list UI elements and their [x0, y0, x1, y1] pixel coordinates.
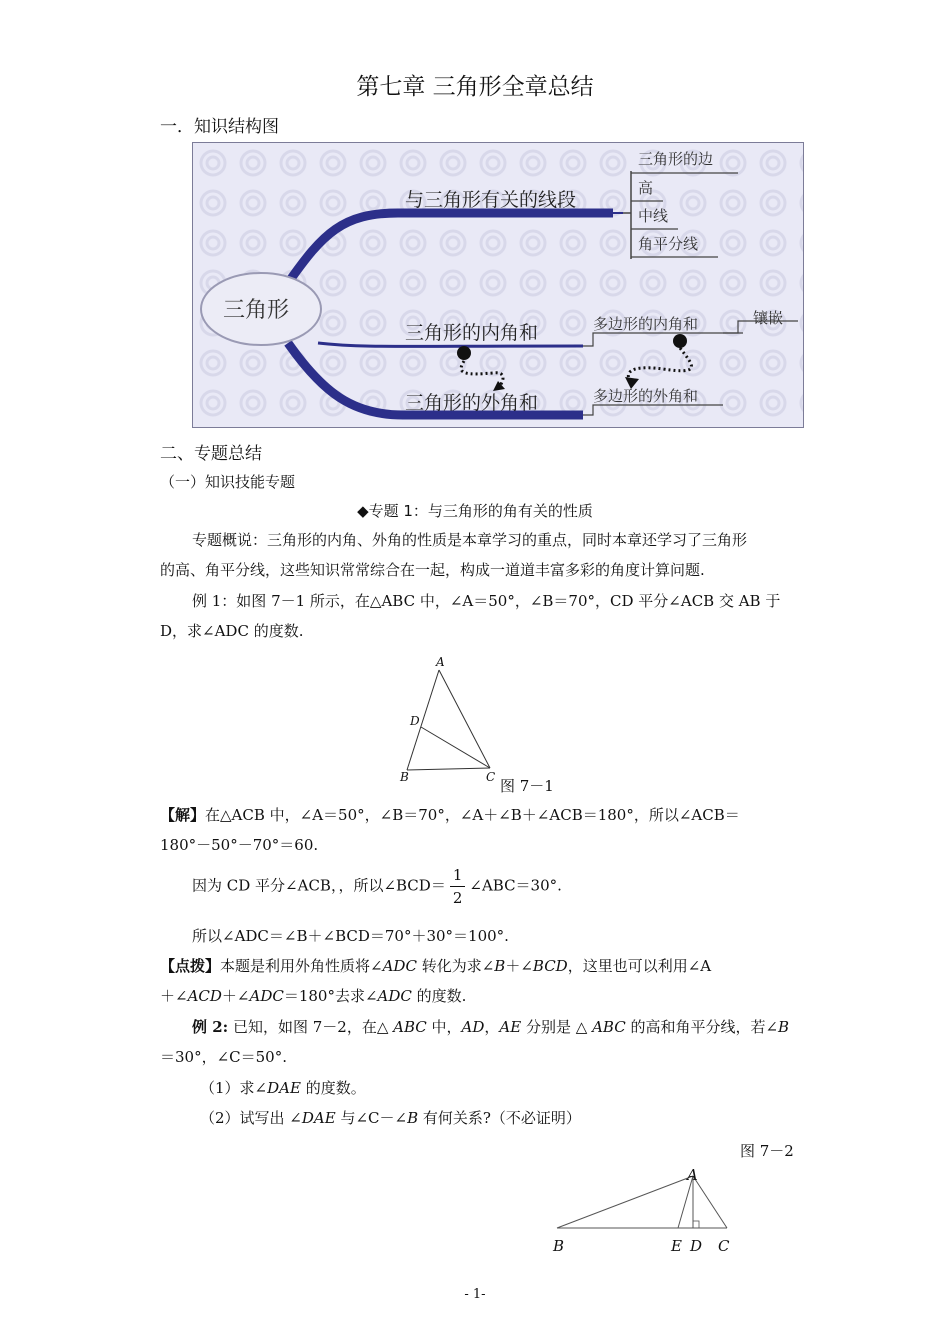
mindmap-polygon-exterior: 多边形的外角和 [593, 387, 699, 405]
fig2-label-b: B [553, 1237, 565, 1255]
mindmap-center: 三角形 [223, 298, 290, 323]
mindmap-polygon-interior: 多边形的内角和 [593, 315, 699, 333]
figure-7-1-caption: 图 7－1 [500, 777, 554, 795]
topic1-title: ◆专题 1：与三角形的角有关的性质 [357, 502, 593, 520]
page-number: - 1- [464, 1287, 486, 1302]
mindmap-tessellation: 镶嵌 [753, 309, 784, 327]
section2-subheading: （一）知识技能专题 [160, 473, 296, 491]
mindmap-branch-interior: 三角形的内角和 [405, 322, 539, 344]
page-title: 第七章 三角形全章总结 [356, 74, 594, 100]
solution1-line4: 所以∠ADC＝∠B＋∠BCD＝70°＋30°＝100°. [192, 927, 509, 945]
mindmap-branch-lines: 与三角形有关的线段 [405, 189, 577, 211]
mindmap-item-altitude: 高 [638, 179, 654, 197]
example1-line2: D，求∠ADC 的度数. [160, 622, 304, 640]
topic1-summary-line2: 的高、角平分线，这些知识常常综合在一起，构成一道道丰富多彩的角度计算问题. [160, 561, 705, 579]
fig2-label-e: E [671, 1237, 682, 1255]
fig1-label-b: B [400, 770, 409, 784]
fig1-label-d: D [410, 714, 420, 728]
fig2-label-a: A [687, 1166, 698, 1184]
mindmap-branch-exterior: 三角形的外角和 [405, 392, 539, 414]
mindmap-item-sides: 三角形的边 [638, 150, 714, 168]
figure-7-2-caption: 图 7－2 [740, 1142, 794, 1160]
example2-question1: （1）求∠DAE 的度数。 [200, 1079, 366, 1097]
fig1-label-a: A [436, 655, 445, 669]
fig2-label-d: D [690, 1237, 703, 1255]
fig2-label-c: C [718, 1237, 730, 1255]
section1-heading: 一．知识结构图 [160, 117, 279, 137]
mindmap-item-median: 中线 [638, 207, 669, 225]
example1-line1: 例 1：如图 7－1 所示，在△ABC 中，∠A＝50°，∠B＝70°，CD 平分∠ACB 交 AB 于 [192, 592, 781, 610]
solution1-line3: 因为 CD 平分∠ACB，，所以∠BCD＝ $\frac{1}{2}$ ∠ABC＝30°. [192, 866, 562, 907]
solution1-line1: 【解】在△ACB 中，∠A＝50°，∠B＝70°，∠A＋∠B＋∠ACB＝180°，所以∠ACB＝ [160, 806, 740, 824]
tip1-line2: ＋∠ACD＋∠ADC＝180°去求∠ADC 的度数. [160, 987, 467, 1005]
fig1-label-c: C [486, 770, 496, 784]
example2-line2: ＝30°，∠C＝50°. [160, 1048, 287, 1066]
example2-question2: （2）试写出 ∠DAE 与∠C－∠B 有何关系?（不必证明） [200, 1109, 581, 1127]
section2-heading: 二、专题总结 [160, 444, 262, 464]
figure-7-2 [550, 1168, 740, 1238]
tip1-line1: 【点拨】本题是利用外角性质将∠ADC 转化为求∠B＋∠BCD，这里也可以利用∠A [160, 957, 712, 975]
topic1-summary-line1: 专题概说：三角形的内角、外角的性质是本章学习的重点，同时本章还学习了三角形 [192, 531, 748, 549]
solution1-line2: 180°－50°－70°＝60. [160, 836, 319, 854]
mindmap-item-bisector: 角平分线 [638, 235, 699, 253]
knowledge-mindmap [192, 142, 804, 428]
example2-line1: 例 2: 已知，如图 7－2，在△ ABC 中，AD，AE 分别是 △ ABC 的高和角平分线，若∠B [192, 1018, 790, 1036]
